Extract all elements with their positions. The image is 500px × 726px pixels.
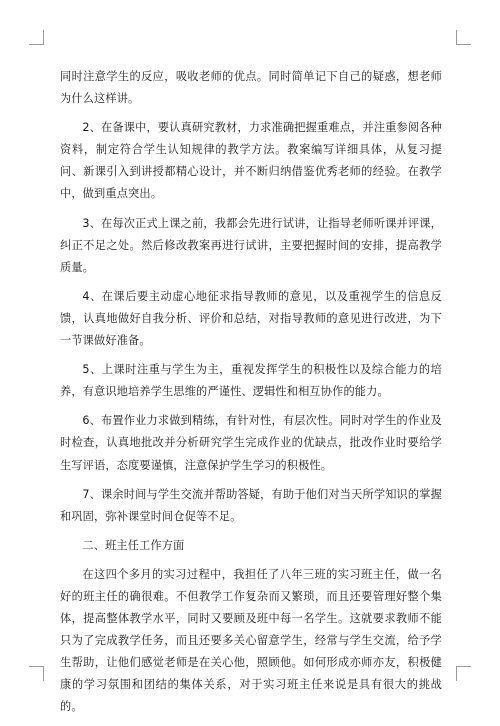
paragraph-item-5: 5、上课时注重与学生为主，重视发挥学生的积极性以及综合能力的培养，有意识地培养学生思维的严谨性、逻辑性和相互协作的能力。 [60, 363, 442, 399]
crop-mark-top-left [29, 30, 44, 45]
paragraph-item-4: 4、在课后要主动虚心地征求指导教师的意见，以及重视学生的信息反馈，认真地做好自我分析、评价和总结，对指导教师的意见进行改进，为下一节课做好准备。 [60, 289, 442, 348]
section-heading: 二、班主任工作方面 [82, 538, 185, 552]
crop-mark-bottom-left [29, 666, 44, 681]
paragraph-continuation: 同时注意学生的反应，吸收老师的优点。同时简单记下自己的疑惑，想老师为什么这样讲。 [60, 70, 442, 106]
paragraph-item-7: 7、课余时间与学生交流并帮助答疑，有助于他们对当天所学知识的掌握和巩固，弥补课堂时间仓促等不足。 [60, 487, 442, 523]
paragraph-class-teacher: 在这四个多月的实习过程中，我担任了八年三班的实习班主任，做一名好的班主任的确很难。不但教学工作复杂而又繁琐，而且还要管理好整个集体，提高整体教学水平，同时又要顾及班中每一名学生。这就要求教师不能只为了完成教学任务，而且还要多关心留意学生，经常与学生交流，给予学生帮助，让他们感觉老师是在关心他，照顾他。如何形成亦师亦友，积极健康的学习氛围和团结的集体关系，对于实习班主任来说是具有很大的挑战的。 [60, 567, 442, 714]
body-text [60, 66, 442, 726]
crop-mark-bottom-right [456, 666, 471, 681]
crop-mark-top-right [456, 30, 471, 45]
paragraph-item-2: 2、在备课中，要认真研究教材，力求准确把握重难点，并注重参阅各种资料，制定符合学生认知规律的教学方法。教案编写详细具体，从复习提问、新课引入到讲授都精心设计，并不断归纳借鉴优秀老师的经验。在教学中，做到重点突出。 [60, 121, 442, 201]
paragraph-item-6: 6、布置作业力求做到精练，有针对性，有层次性。同时对学生的作业及时检查，认真地批改并分析研究学生完成作业的优缺点，批改作业时要给学生写评语，态度要谨慎，注意保护学生学习的积极性。 [60, 414, 442, 472]
paragraph-item-3: 3、在每次正式上课之前，我都会先进行试讲，让指导老师听课并评课，纠正不足之处。然后修改教案再进行试讲，主要把握时间的安排，提高教学质量。 [60, 216, 442, 274]
